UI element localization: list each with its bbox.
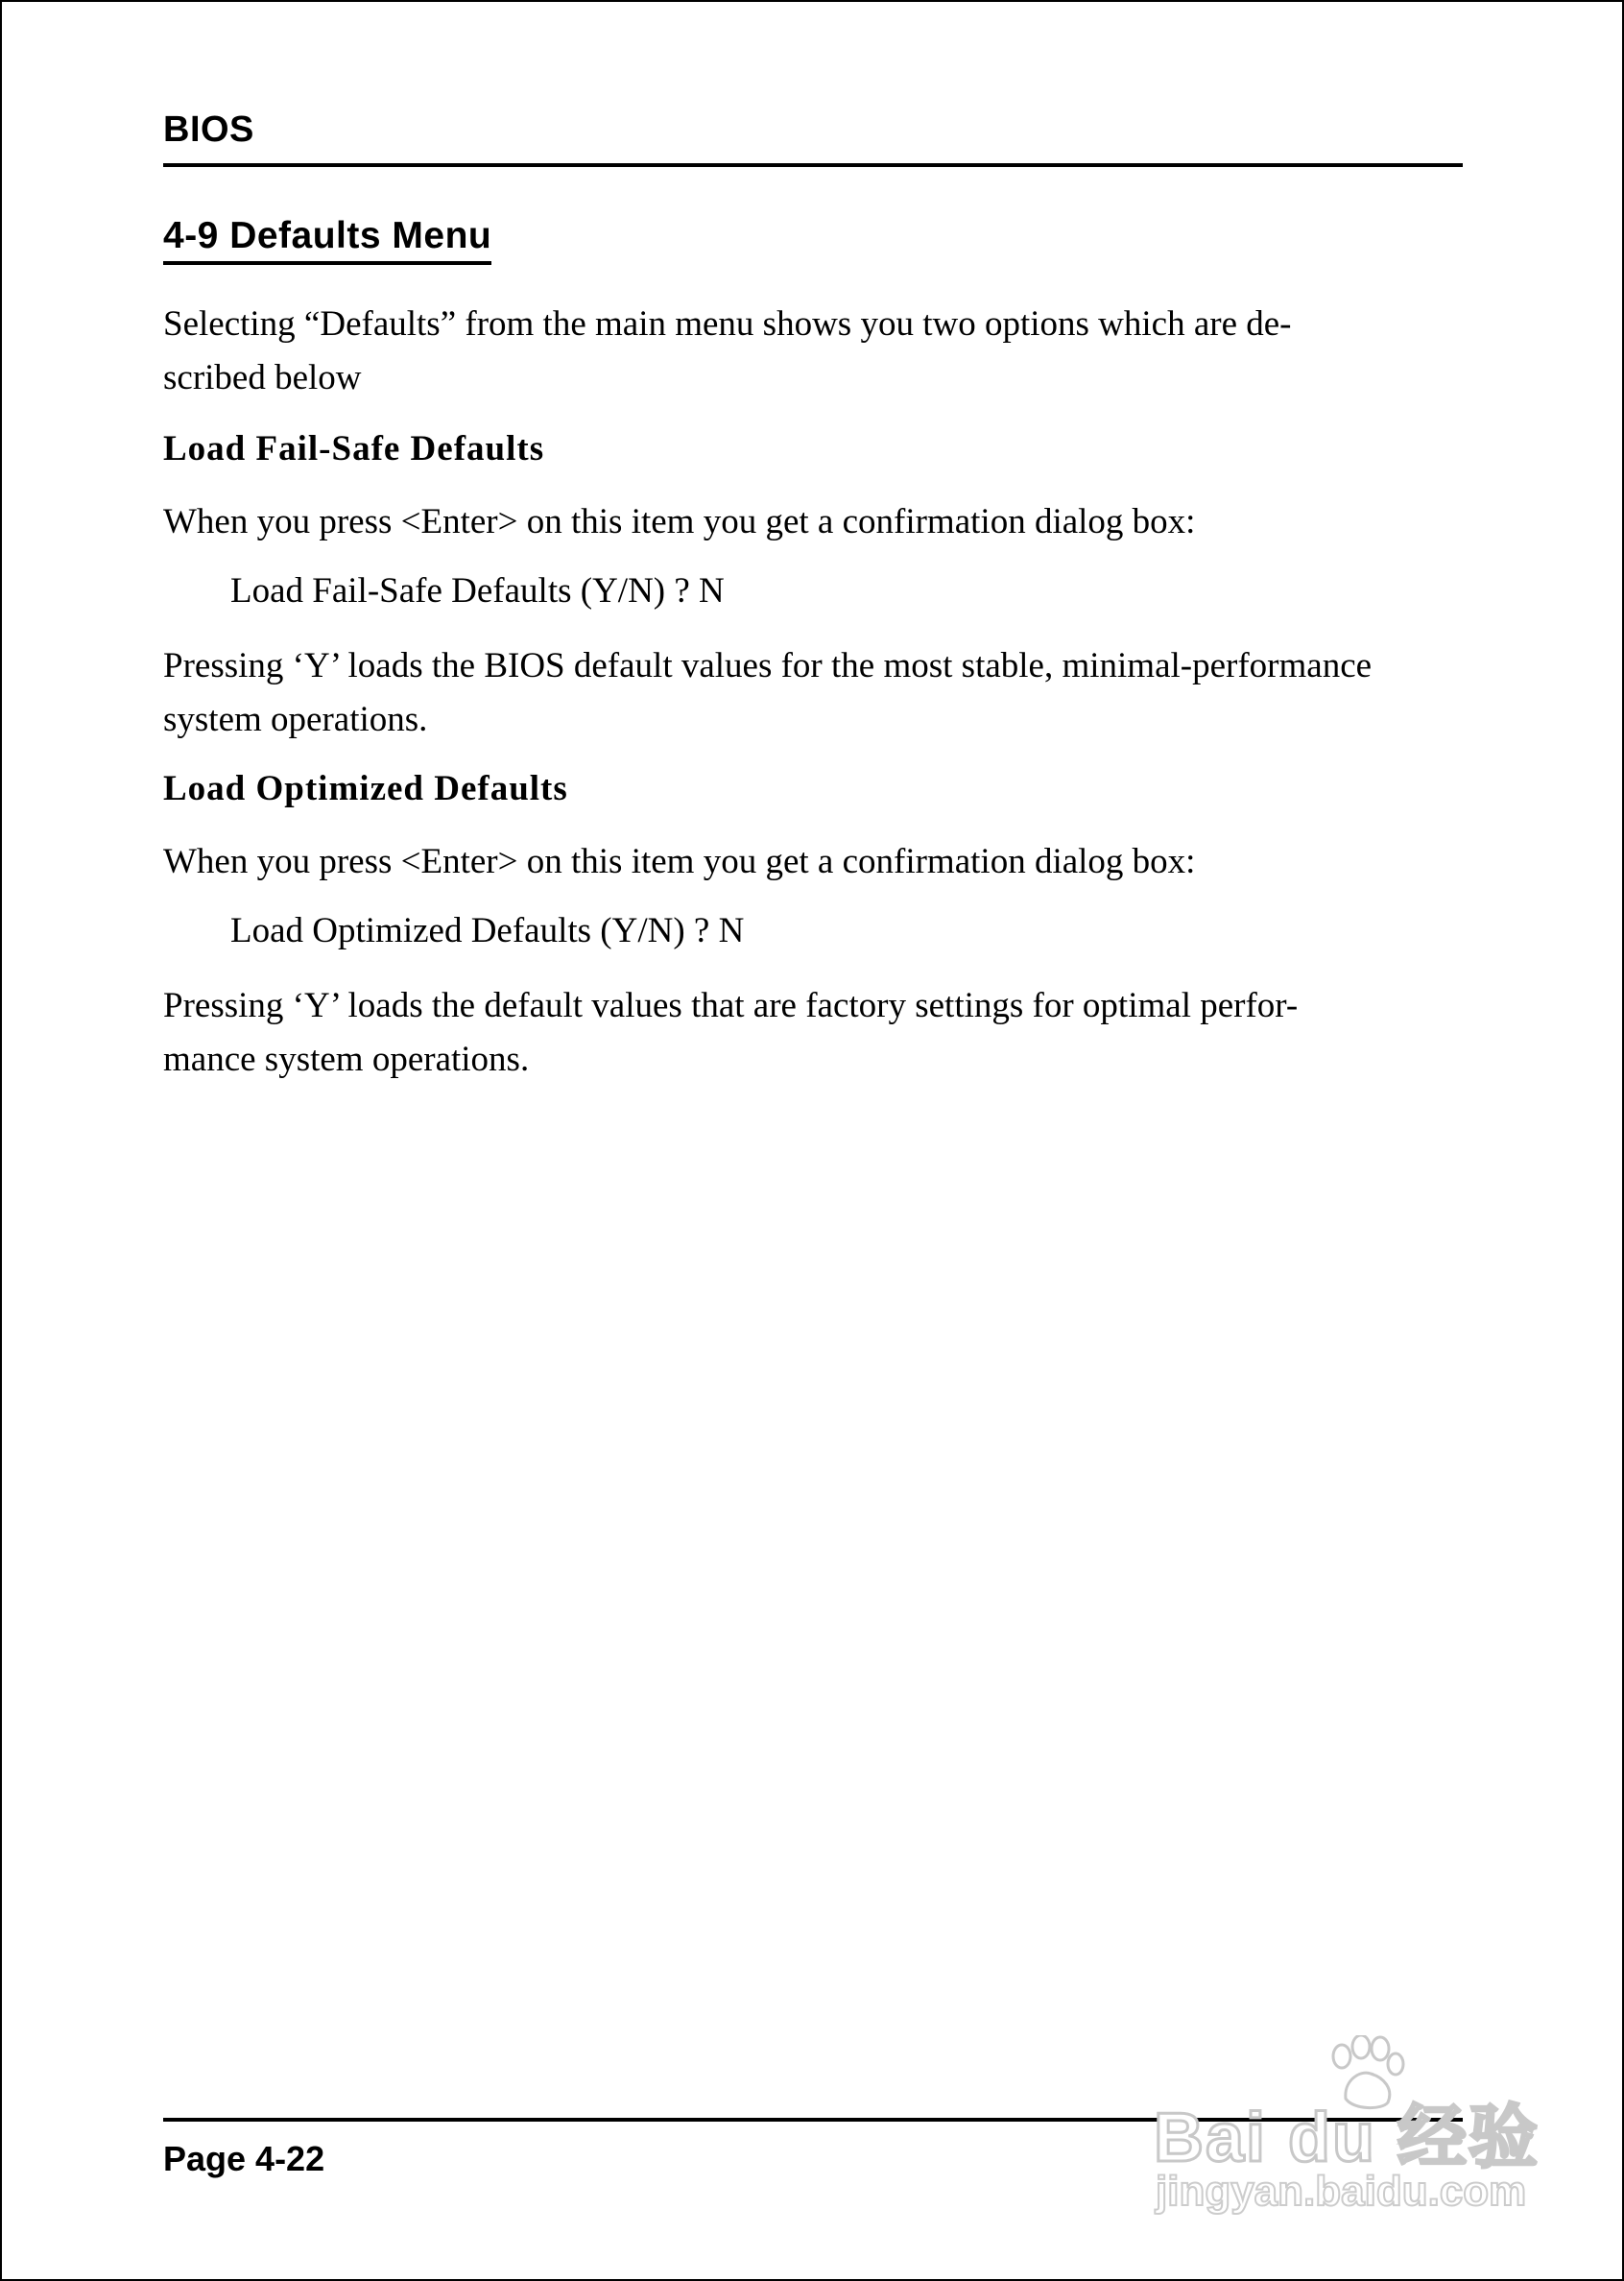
- watermark-brand: Bai du 经验: [1154, 2100, 1540, 2176]
- page-number: Page 4-22: [163, 2139, 325, 2178]
- optimized-desc-line-2: mance system operations.: [163, 1040, 530, 1079]
- optimized-prompt: When you press <Enter> on this item you get a confirmation dialog box:: [163, 842, 1196, 881]
- watermark-url: jingyan.baidu.com: [1156, 2168, 1527, 2215]
- optimized-desc-line-1: Pressing ‘Y’ loads the default values that are factory settings for optimal perfor-: [163, 986, 1299, 1025]
- intro-line-2: scribed below: [163, 358, 362, 397]
- fail-safe-desc-line-2: system operations.: [163, 700, 428, 739]
- intro-line-1: Selecting “Defaults” from the main menu shows you two options which are de-: [163, 304, 1292, 344]
- running-header: BIOS: [163, 109, 254, 150]
- baidu-watermark: [1154, 2035, 1540, 2227]
- fail-safe-prompt: When you press <Enter> on this item you get a confirmation dialog box:: [163, 502, 1196, 541]
- section-title: 4-9 Defaults Menu: [163, 215, 491, 265]
- fail-safe-heading: Load Fail-Safe Defaults: [163, 429, 545, 468]
- optimized-heading: Load Optimized Defaults: [163, 769, 568, 808]
- fail-safe-dialog: Load Fail-Safe Defaults (Y/N) ? N: [230, 571, 725, 611]
- optimized-dialog: Load Optimized Defaults (Y/N) ? N: [230, 911, 745, 950]
- fail-safe-desc-line-1: Pressing ‘Y’ loads the BIOS default values for the most stable, minimal-performance: [163, 646, 1373, 685]
- header-divider: [163, 163, 1463, 167]
